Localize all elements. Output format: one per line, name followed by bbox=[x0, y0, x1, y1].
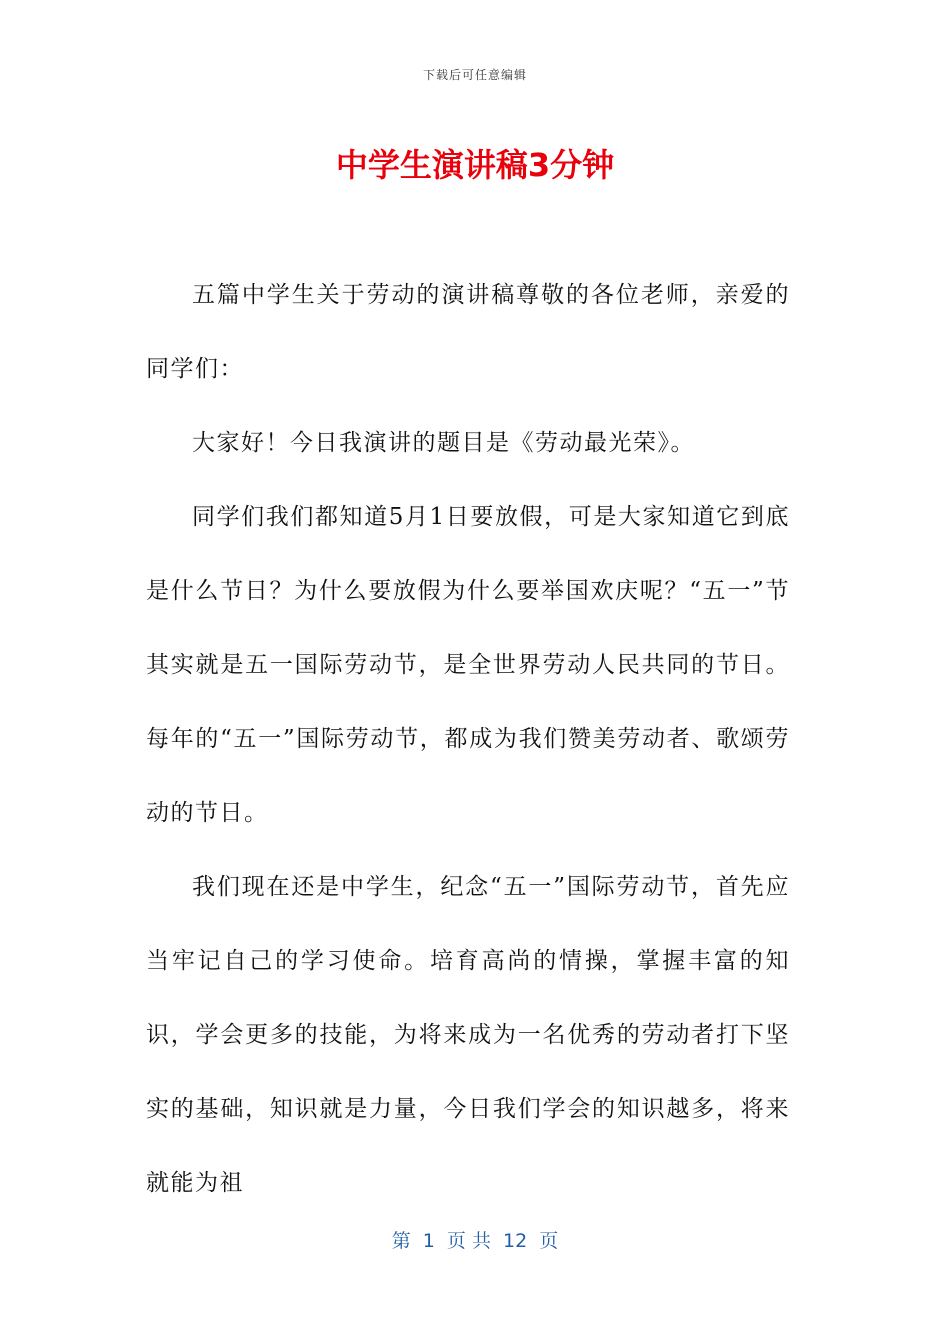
document-title: 中学生演讲稿3分钟 bbox=[335, 146, 615, 184]
paragraph-2: 大家好！今日我演讲的题目是《劳动最光荣》。 bbox=[192, 430, 695, 456]
paragraph-3: 同学们我们都知道5月1日要放假，可是大家知道它到底是什么节日？为什么要放假为什么要举国欢庆呢？“五一”节其实就是五一国际劳动节，是全世界劳动人民共同的节日。每年的“五一”国际劳动节，都成为我们赞美劳动者、歌颂劳动的节日。 bbox=[146, 504, 790, 826]
page-number-footer: 第 1 页 共 12 页 bbox=[391, 1230, 559, 1252]
document-body bbox=[146, 258, 790, 1220]
paragraph-1: 五篇中学生关于劳动的演讲稿尊敬的各位老师，亲爱的同学们： bbox=[146, 282, 790, 382]
paragraph-4: 我们现在还是中学生，纪念“五一”国际劳动节，首先应当牢记自己的学习使命。培育高尚的情操，掌握丰富的知识，学会更多的技能，为将来成为一名优秀的劳动者打下坚实的基础，知识就是力量，今日我们学会的知识越多，将来就能为祖 bbox=[146, 874, 790, 1196]
header-note: 下载后可任意编辑 bbox=[422, 68, 527, 82]
